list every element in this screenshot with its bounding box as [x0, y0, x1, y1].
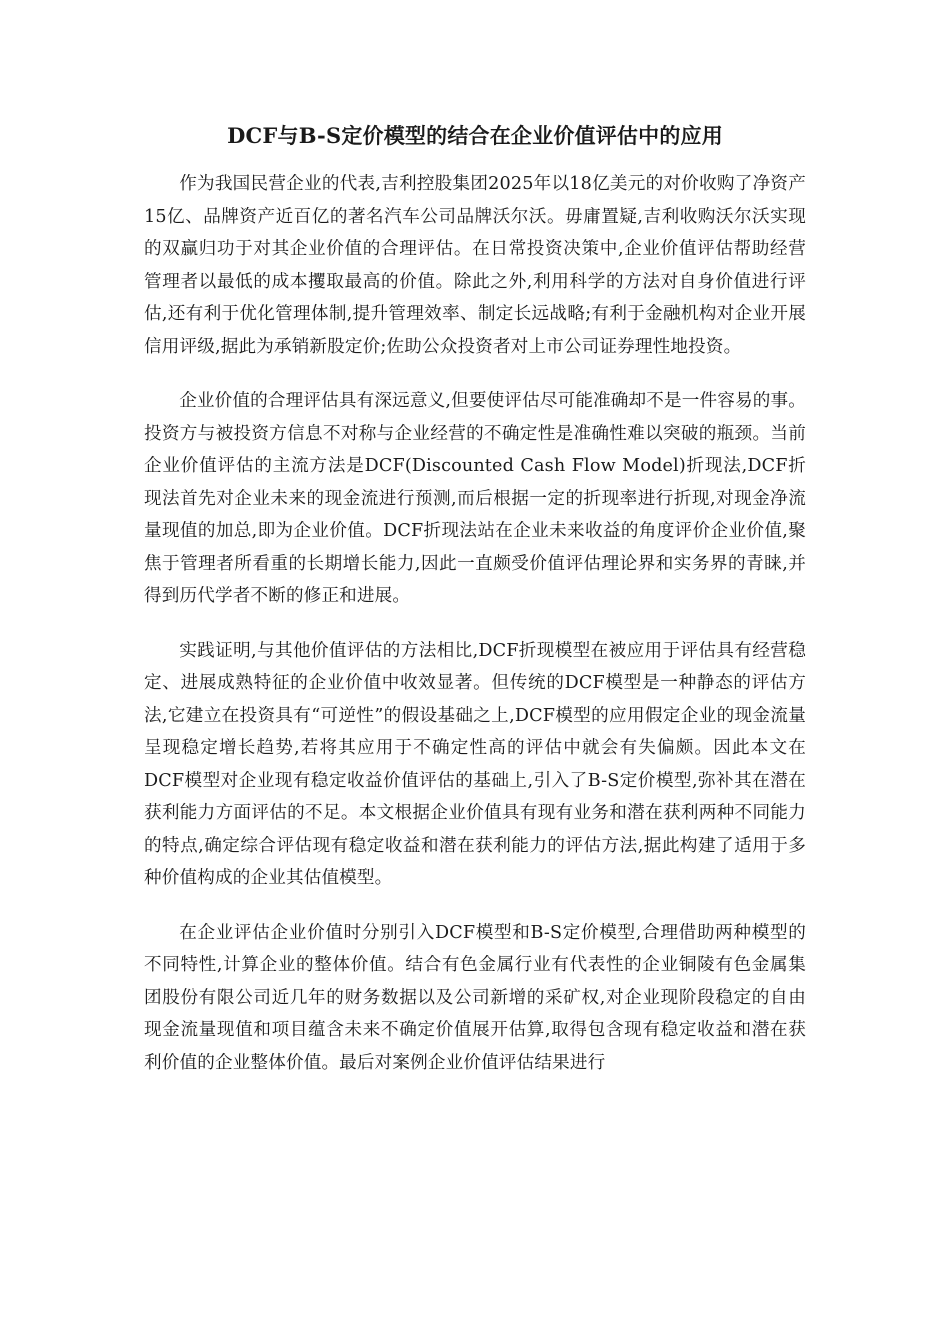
paragraph-2: 企业价值的合理评估具有深远意义,但要使评估尽可能准确却不是一件容易的事。投资方与被投资方信息不对称与企业经营的不确定性是准确性难以突破的瓶颈。当前企业价值评估的主流方法是DCF(Discounted Cash Flow Model)折现法,DCF折现法首先对企业未来的现金流进行预测,而后根据一定的折现率进行折现,对现金净流量现值的加总,即为企业价值。DCF折现法站在企业未来收益的角度评价企业价值,聚焦于管理者所看重的长期增长能力,因此一直颇受价值评估理论界和实务界的青睐,并得到历代学者不断的修正和进展。	[144, 391, 806, 606]
paragraph-4: 在企业评估企业价值时分别引入DCF模型和B-S定价模型,合理借助两种模型的不同特性,计算企业的整体价值。结合有色金属行业有代表性的企业铜陵有色金属集团股份有限公司近几年的财务数据以及公司新增的采矿权,对企业现阶段稳定的自由现金流量现值和项目蕴含未来不确定价值展开估算,取得包含现有稳定收益和潜在获利价值的企业整体价值。最后对案例企业价值评估结果进行	[144, 922, 806, 1073]
paragraph-3: 实践证明,与其他价值评估的方法相比,DCF折现模型在被应用于评估具有经营稳定、进展成熟特征的企业价值中收效显著。但传统的DCF模型是一种静态的评估方法,它建立在投资具有“可逆性”的假设基础之上,DCF模型的应用假定企业的现金流量呈现稳定增长趋势,若将其应用于不确定性高的评估中就会有失偏颇。因此本文在DCF模型对企业现有稳定收益价值评估的基础上,引入了B-S定价模型,弥补其在潜在获利能力方面评估的不足。本文根据企业价值具有现有业务和潜在获利两种不同能力的特点,确定综合评估现有稳定收益和潜在获利能力的评估方法,据此构建了适用于多种价值构成的企业其估值模型。	[144, 640, 806, 888]
document-title: DCF与B-S定价模型的结合在企业价值评估中的应用	[227, 123, 723, 148]
document-body	[144, 168, 806, 1101]
paragraph-1: 作为我国民营企业的代表,吉利控股集团2025年以18亿美元的对价收购了净资产15亿、品牌资产近百亿的著名汽车公司品牌沃尔沃。毋庸置疑,吉利收购沃尔沃实现的双赢归功于对其企业价值的合理评估。在日常投资决策中,企业价值评估帮助经营管理者以最低的成本攫取最高的价值。除此之外,利用科学的方法对自身价值进行评估,还有利于优化管理体制,提升管理效率、制定长远战略;有利于金融机构对企业开展信用评级,据此为承销新股定价;佐助公众投资者对上市公司证券理性地投资。	[144, 174, 806, 357]
